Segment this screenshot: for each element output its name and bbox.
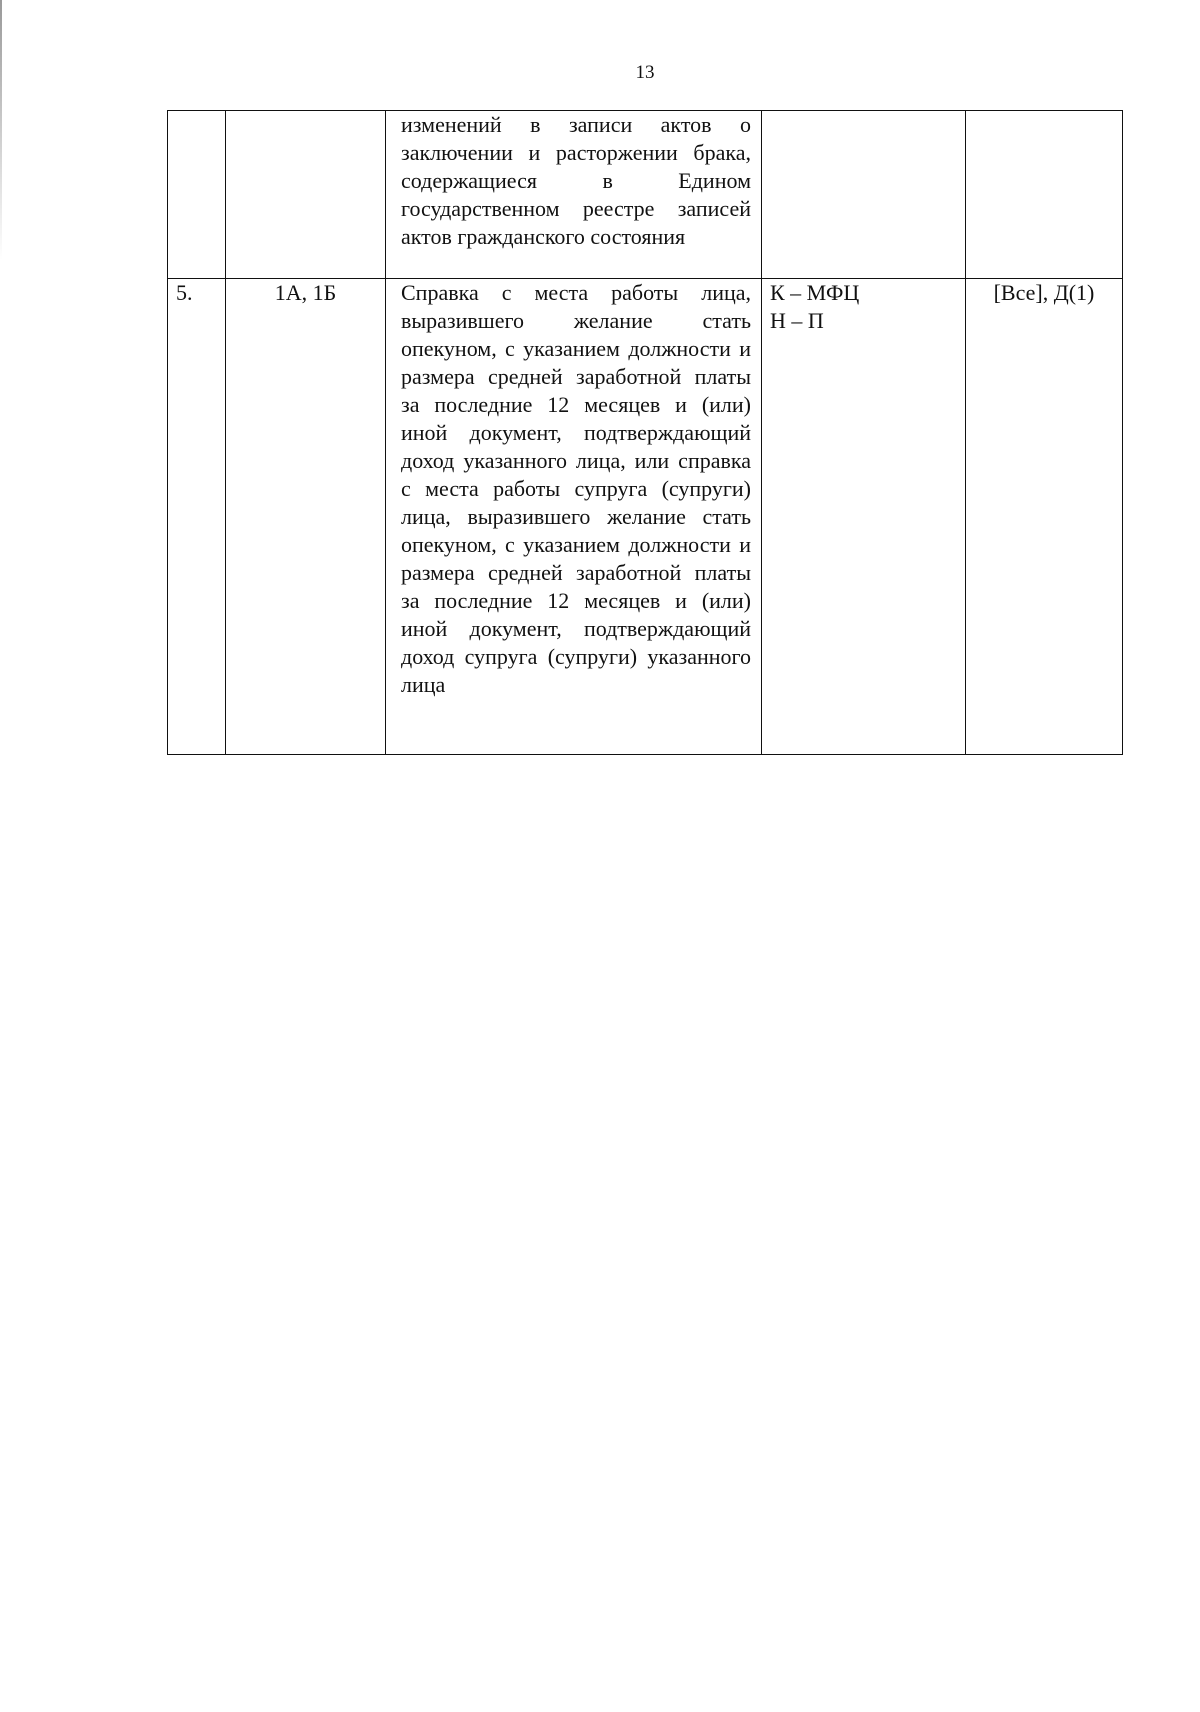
submission-mode-cell bbox=[762, 111, 966, 279]
document-description: изменений в записи актов о заключении и расторжении брака, содержащиеся в Едином государственном реестре записей актов гражданского состояния bbox=[401, 112, 751, 249]
scan-edge-artifact bbox=[0, 0, 2, 260]
table-row bbox=[168, 279, 1123, 755]
condition-cell bbox=[966, 111, 1123, 279]
document-description-cell bbox=[386, 111, 762, 279]
submission-mode-cell bbox=[762, 279, 966, 755]
document-description: Справка с места работы лица, выразившего желание стать опекуном, с указанием должности и размера средней заработной платы за последние 12 месяцев и (или) иной документ, подтверждающий доход указанного лица, или справка с места работы супруга (супруги) лица, выразившего желание стать опекуном, с указанием должности и размера средней заработной платы за последние 12 месяцев и (или) иной документ, подтверждающий доход супруга (супруги) указанного лица bbox=[401, 280, 751, 697]
submission-mode-line: Н – П bbox=[770, 308, 824, 333]
submission-mode-line: К – МФЦ bbox=[770, 280, 860, 305]
condition-cell: [Все], Д(1) bbox=[966, 279, 1123, 755]
row-code-cell: 1А, 1Б bbox=[226, 279, 386, 755]
documents-table bbox=[167, 110, 1123, 755]
table-row bbox=[168, 111, 1123, 279]
page-number: 13 bbox=[635, 62, 655, 83]
row-code-cell bbox=[226, 111, 386, 279]
row-number-cell bbox=[168, 111, 226, 279]
document-description-cell bbox=[386, 279, 762, 755]
row-number-cell: 5. bbox=[168, 279, 226, 755]
